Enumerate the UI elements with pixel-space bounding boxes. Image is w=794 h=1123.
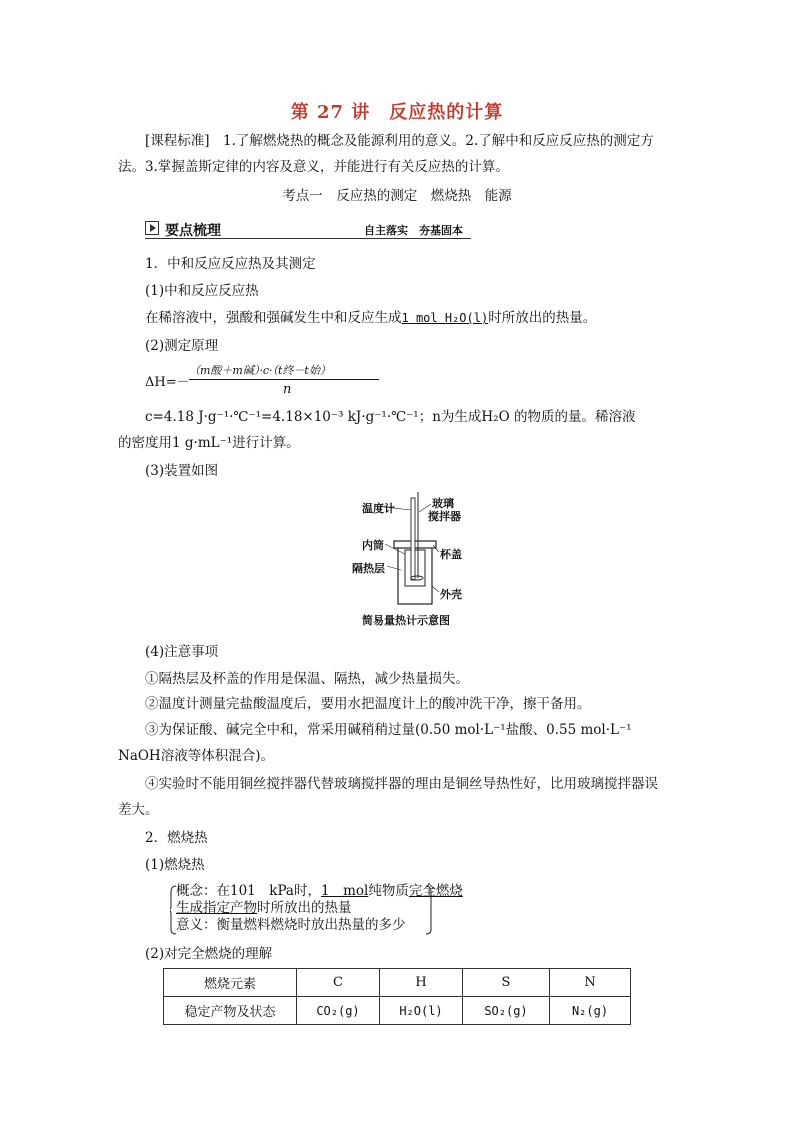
- concept-text: 概念：在101 kPa时，: [176, 883, 321, 899]
- label-stirrer-2: 搅拌器: [428, 510, 461, 523]
- label-thermometer: 温度计: [362, 502, 395, 515]
- point-title: 考点一 反应热的测定 燃烧热 能源: [282, 188, 512, 204]
- table-cell: 稳定产物及状态: [164, 997, 297, 1025]
- s1-sub4: (4)注意事项: [145, 644, 219, 660]
- formula-numerator: （m酸＋m碱）·c·（t终－t始）: [189, 364, 331, 377]
- s1-definition: [145, 308, 596, 328]
- table-cell: 燃烧元素: [164, 969, 297, 997]
- formula-left: ΔH=－: [145, 375, 190, 390]
- note-3b: NaOH溶液等体积混合)。: [118, 748, 274, 764]
- label-lid: 杯盖: [440, 548, 462, 561]
- note-3a: ③为保证酸、碱完全中和，常采用碱稍稍过量(0.50 mol·L⁻¹盐酸、0.55 mol·L⁻¹: [145, 722, 632, 738]
- combustion-table: [163, 968, 631, 1025]
- s1-heading: 1．中和反应反应热及其测定: [145, 256, 316, 272]
- page-title: 第 27 讲 反应热的计算: [290, 102, 504, 123]
- label-stirrer-1: 玻璃: [432, 497, 454, 510]
- table-cell: C: [297, 969, 380, 997]
- section-heading: 要点梳理: [165, 223, 221, 239]
- label-inner-cup: 内筒: [362, 539, 384, 552]
- table-cell: CO₂(g): [297, 997, 380, 1025]
- standard-line-1: [课程标准] 1.了解燃烧热的概念及能源利用的意义。2.了解中和反应反应热的测定方: [145, 133, 654, 149]
- s1-sub3: (3)装置如图: [145, 463, 219, 479]
- label-shell: 外壳: [440, 588, 462, 601]
- s2-sub2: (2)对完全燃烧的理解: [145, 946, 273, 962]
- label-insulation: 隔热层: [352, 562, 385, 575]
- note-4a: ④实验时不能用铜丝搅拌器代替玻璃搅拌器的理由是铜丝导热性好，比用玻璃搅拌器误: [145, 776, 658, 792]
- section-slogan: 自主落实 夯基固本: [364, 224, 463, 237]
- def-text: 在稀溶液中，强酸和强碱发生中和反应生成: [145, 310, 402, 326]
- table-cell: N₂(g): [550, 997, 631, 1025]
- s1-sub2: (2)测定原理: [145, 338, 219, 354]
- table-cell: SO₂(g): [463, 997, 550, 1025]
- table-cell: H: [380, 969, 463, 997]
- fraction-line: [189, 379, 379, 380]
- section-bar: [145, 220, 471, 239]
- table-row: [164, 997, 631, 1025]
- concept-underlined-1: 1 mol: [320, 883, 369, 899]
- table-cell: N: [550, 969, 631, 997]
- s1-sub1: (1)中和反应反应热: [145, 283, 259, 299]
- def-underlined: 1 mol H₂O(l): [401, 311, 489, 325]
- def-text-end: 时所放出的热量。: [488, 310, 597, 326]
- standard-line-2: 法。3.掌握盖斯定律的内容及意义，并能进行有关反应热的计算。: [118, 159, 509, 175]
- c-line-2: 的密度用1 g·mL⁻¹进行计算。: [118, 435, 300, 451]
- note-2: ②温度计测量完盐酸温度后，要用水把温度计上的酸冲洗干净，擦干备用。: [145, 696, 591, 712]
- concept2-text: 时所放出的热量: [257, 900, 352, 916]
- figure-caption: 简易量热计示意图: [362, 614, 450, 627]
- s2-sub1: (1)燃烧热: [145, 857, 205, 873]
- note-1: ①隔热层及杯盖的作用是保温、隔热，减少热量损失。: [145, 671, 469, 687]
- c-line-1: c=4.18 J·g⁻¹·℃⁻¹=4.18×10⁻³ kJ·g⁻¹·℃⁻¹；n为生成H₂O 的物质的量。稀溶液: [145, 409, 636, 425]
- concept2-underlined: 生成指定产物: [176, 900, 257, 916]
- note-4b: 差大。: [118, 802, 159, 818]
- formula-denominator: n: [283, 382, 292, 397]
- s2-heading: 2．燃烧热: [145, 830, 208, 846]
- concept-text-mid: 纯物质: [368, 883, 409, 899]
- table-cell: S: [463, 969, 550, 997]
- table-cell: H₂O(l): [380, 997, 463, 1025]
- meaning-line: 意义：衡量燃料燃烧时放出热量的多少: [176, 917, 406, 933]
- table-row: [164, 969, 631, 997]
- concept-underlined-2: 完全燃烧: [408, 883, 463, 899]
- play-icon: [145, 221, 159, 235]
